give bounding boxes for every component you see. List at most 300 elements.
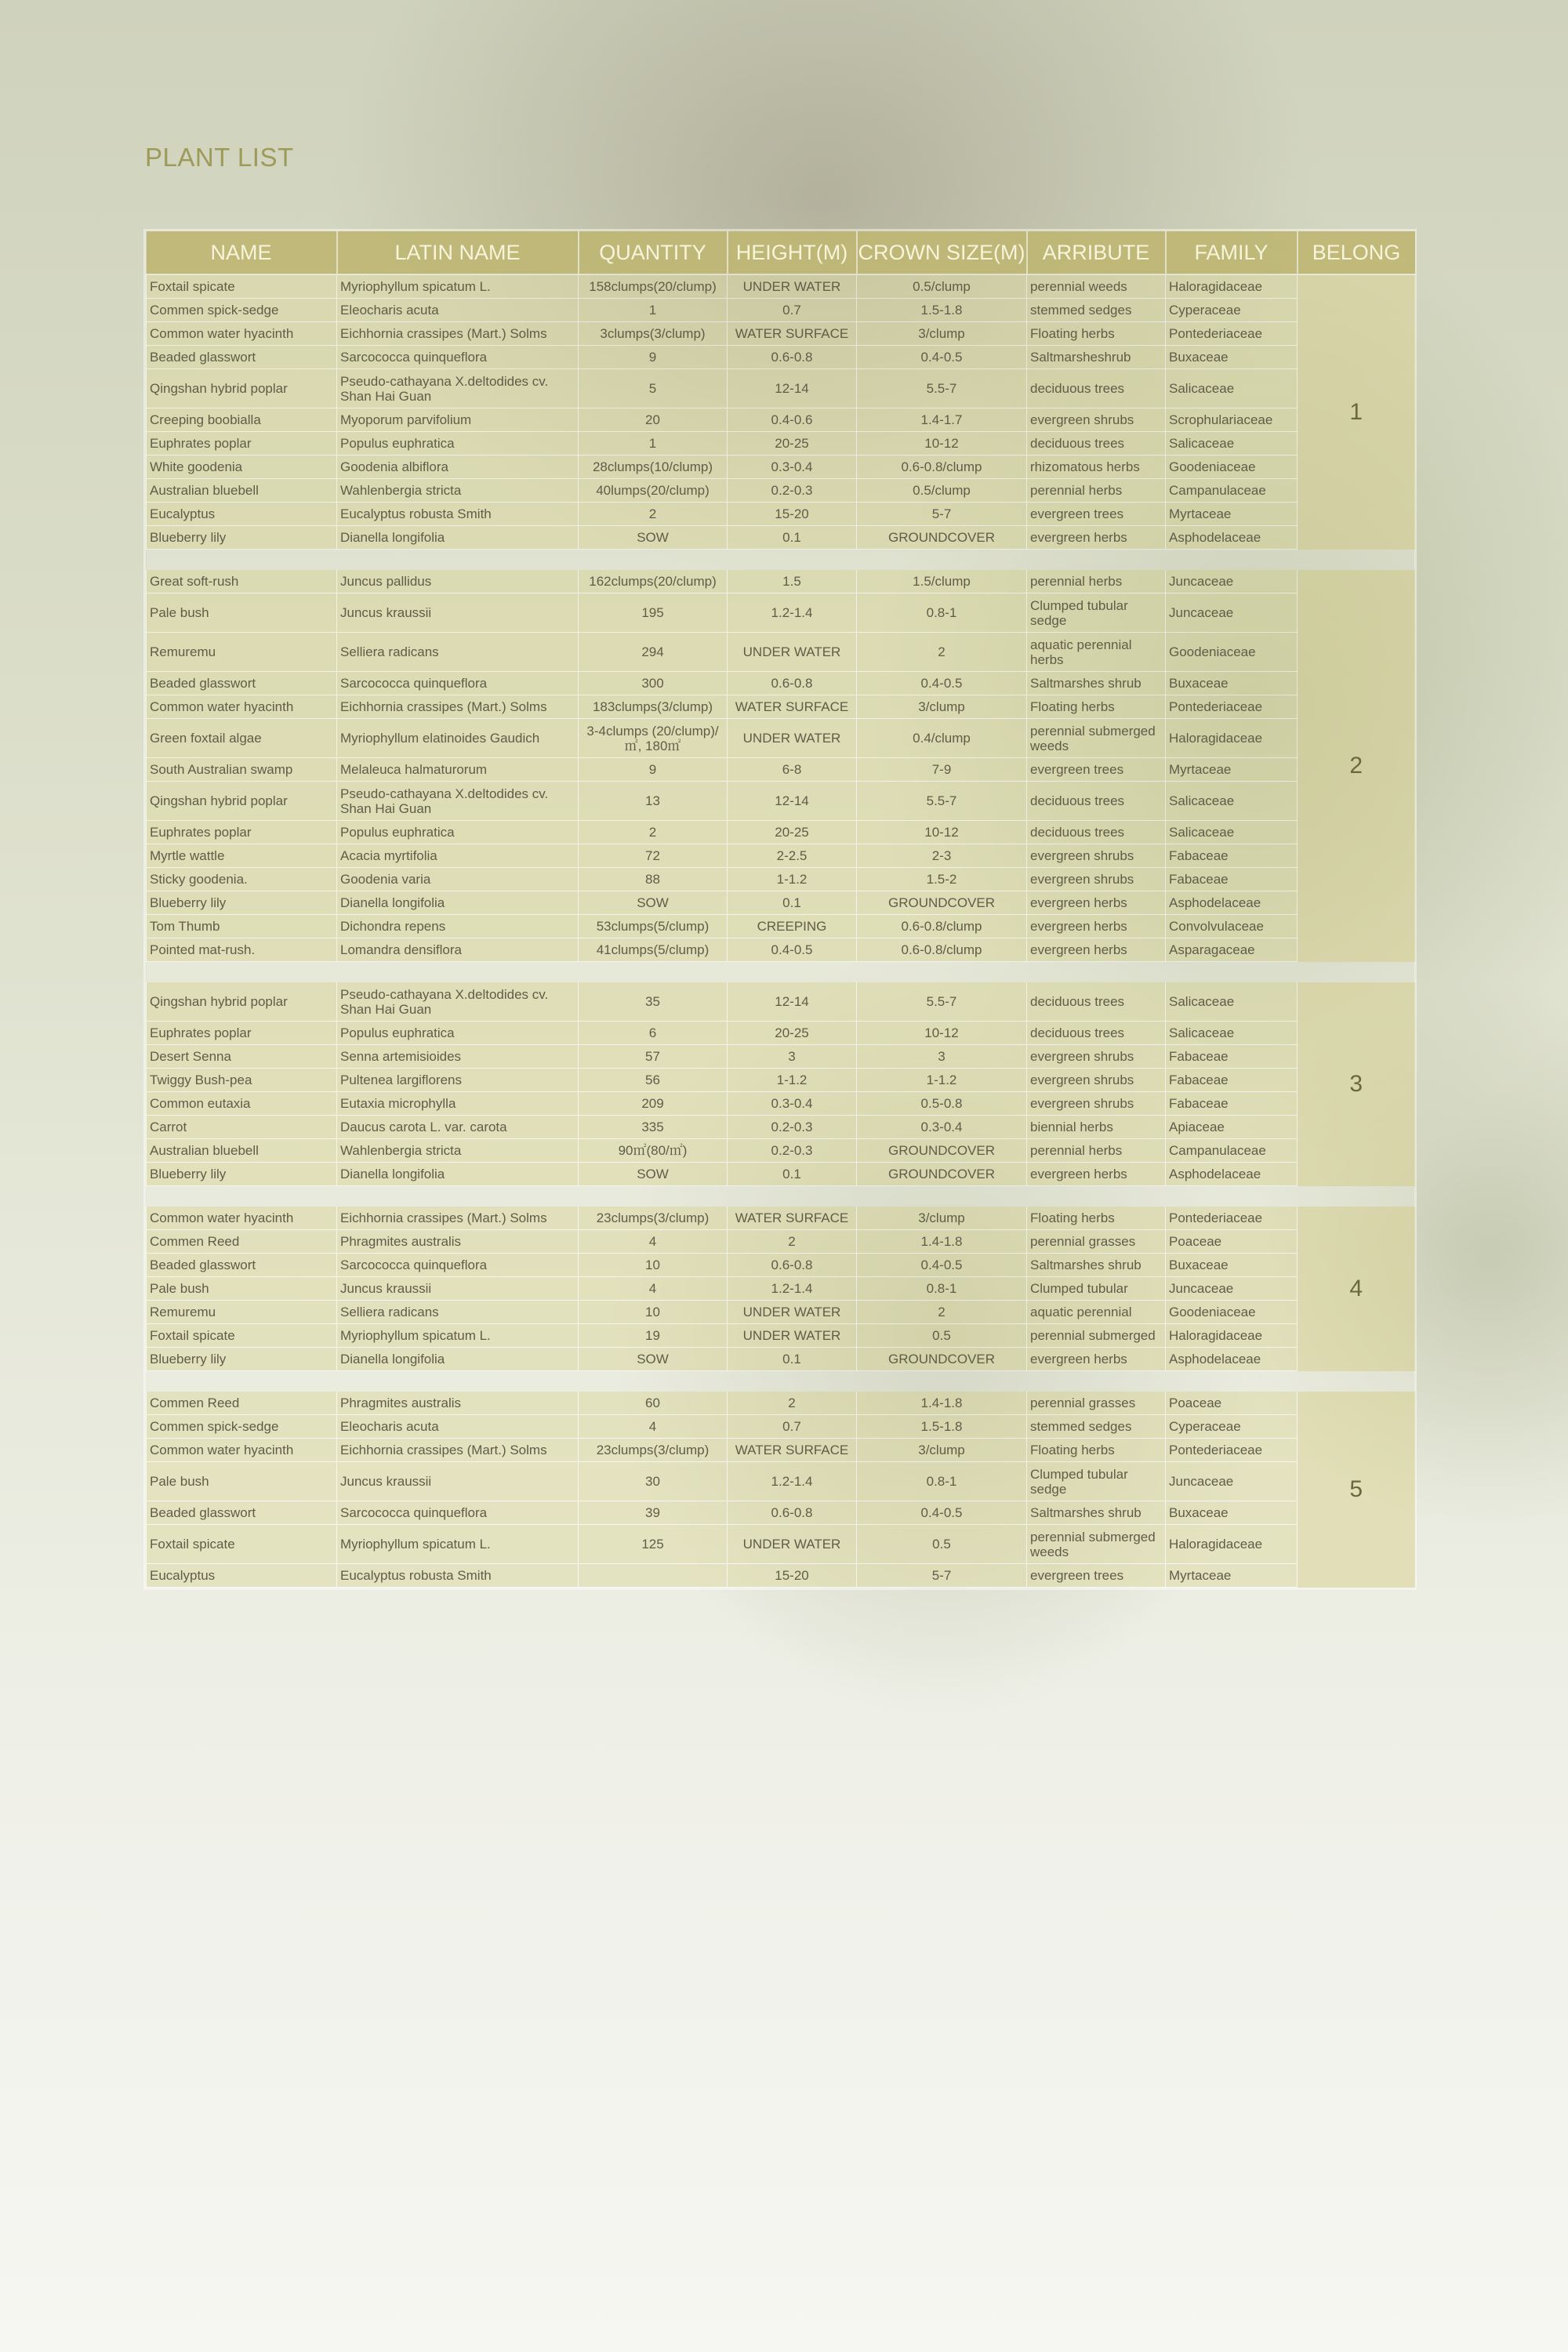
height-cell: 0.4-0.6	[728, 408, 857, 432]
height-cell: 0.6-0.8	[728, 672, 857, 695]
name-cell: Pointed mat-rush.	[147, 938, 337, 962]
table-row	[147, 1392, 1415, 1415]
attribute-cell: evergreen trees	[1027, 503, 1166, 526]
quantity-cell: 1	[579, 432, 728, 456]
latin-name-cell: Dianella longifolia	[337, 891, 579, 915]
table-row	[147, 1462, 1415, 1501]
crown-size-cell: 0.6-0.8/clump	[857, 915, 1027, 938]
height-cell: 20-25	[728, 432, 857, 456]
attribute-cell: evergreen shrubs	[1027, 1092, 1166, 1116]
column-header-attribute: ARRIBUTE	[1027, 231, 1166, 274]
latin-name-cell: Eichhornia crassipes (Mart.) Solms	[337, 1439, 579, 1462]
name-cell: Foxtail spicate	[147, 1525, 337, 1564]
name-cell: Commen spick-sedge	[147, 299, 337, 322]
belong-zone-cell: 5	[1298, 1392, 1415, 1588]
height-cell: UNDER WATER	[728, 274, 857, 299]
quantity-cell: 13	[579, 782, 728, 821]
height-cell: 0.6-0.8	[728, 346, 857, 369]
height-cell: 0.2-0.3	[728, 1139, 857, 1163]
table-row	[147, 1415, 1415, 1439]
crown-size-cell: 7-9	[857, 758, 1027, 782]
attribute-cell: deciduous trees	[1027, 782, 1166, 821]
latin-name-cell: Juncus kraussii	[337, 1277, 579, 1301]
crown-size-cell: 10-12	[857, 1022, 1027, 1045]
family-cell: Pontederiaceae	[1166, 322, 1298, 346]
latin-name-cell: Dianella longifolia	[337, 1348, 579, 1371]
attribute-cell: evergreen herbs	[1027, 915, 1166, 938]
name-cell: Blueberry lily	[147, 1348, 337, 1371]
family-cell: Asparagaceae	[1166, 938, 1298, 962]
family-cell: Pontederiaceae	[1166, 695, 1298, 719]
latin-name-cell: Goodenia varia	[337, 868, 579, 891]
group-separator-cell	[147, 1186, 1415, 1207]
attribute-cell: Saltmarsheshrub	[1027, 346, 1166, 369]
quantity-cell: SOW	[579, 1348, 728, 1371]
table-row	[147, 346, 1415, 369]
table-row	[147, 570, 1415, 593]
name-cell: Beaded glasswort	[147, 1501, 337, 1525]
name-cell: Beaded glasswort	[147, 1254, 337, 1277]
latin-name-cell: Juncus kraussii	[337, 1462, 579, 1501]
family-cell: Haloragidaceae	[1166, 1324, 1298, 1348]
height-cell: 12-14	[728, 369, 857, 408]
crown-size-cell: GROUNDCOVER	[857, 1139, 1027, 1163]
height-cell: 12-14	[728, 782, 857, 821]
crown-size-cell: 2-3	[857, 844, 1027, 868]
table-row	[147, 1525, 1415, 1564]
latin-name-cell: Melaleuca halmaturorum	[337, 758, 579, 782]
latin-name-cell: Sarcococca quinqueflora	[337, 346, 579, 369]
height-cell: 0.7	[728, 1415, 857, 1439]
table-row	[147, 758, 1415, 782]
crown-size-cell: 5.5-7	[857, 982, 1027, 1022]
name-cell: Commen Reed	[147, 1230, 337, 1254]
height-cell: UNDER WATER	[728, 1525, 857, 1564]
crown-size-cell: 0.5/clump	[857, 479, 1027, 503]
quantity-cell: 60	[579, 1392, 728, 1415]
latin-name-cell: Populus euphratica	[337, 821, 579, 844]
height-cell: 20-25	[728, 1022, 857, 1045]
family-cell: Cyperaceae	[1166, 299, 1298, 322]
quantity-cell: 39	[579, 1501, 728, 1525]
family-cell: Fabaceae	[1166, 844, 1298, 868]
table-row	[147, 695, 1415, 719]
family-cell: Fabaceae	[1166, 1092, 1298, 1116]
name-cell: Great soft-rush	[147, 570, 337, 593]
crown-size-cell: 0.6-0.8/clump	[857, 938, 1027, 962]
family-cell: Poaceae	[1166, 1392, 1298, 1415]
crown-size-cell: 0.3-0.4	[857, 1116, 1027, 1139]
quantity-cell: 2	[579, 503, 728, 526]
name-cell: Sticky goodenia.	[147, 868, 337, 891]
family-cell: Campanulaceae	[1166, 479, 1298, 503]
table-row	[147, 938, 1415, 962]
crown-size-cell: 1.4-1.7	[857, 408, 1027, 432]
belong-zone-cell: 2	[1298, 570, 1415, 962]
table-row	[147, 408, 1415, 432]
quantity-cell: 57	[579, 1045, 728, 1069]
family-cell: Campanulaceae	[1166, 1139, 1298, 1163]
quantity-cell: SOW	[579, 1163, 728, 1186]
family-cell: Salicaceae	[1166, 782, 1298, 821]
latin-name-cell: Pseudo-cathayana X.deltodides cv. Shan Hai Guan	[337, 782, 579, 821]
latin-name-cell: Pseudo-cathayana X.deltodides cv. Shan Hai Guan	[337, 982, 579, 1022]
table-row	[147, 1439, 1415, 1462]
family-cell: Buxaceae	[1166, 1254, 1298, 1277]
height-cell: 0.3-0.4	[728, 456, 857, 479]
crown-size-cell: 0.4-0.5	[857, 672, 1027, 695]
name-cell: Australian bluebell	[147, 1139, 337, 1163]
crown-size-cell: 0.4-0.5	[857, 346, 1027, 369]
attribute-cell: Saltmarshes shrub	[1027, 672, 1166, 695]
name-cell: Pale bush	[147, 1462, 337, 1501]
family-cell: Salicaceae	[1166, 369, 1298, 408]
attribute-cell: evergreen herbs	[1027, 1348, 1166, 1371]
name-cell: Australian bluebell	[147, 479, 337, 503]
quantity-cell: 19	[579, 1324, 728, 1348]
table-row	[147, 982, 1415, 1022]
quantity-cell: 4	[579, 1277, 728, 1301]
latin-name-cell: Dianella longifolia	[337, 1163, 579, 1186]
table-row	[147, 1254, 1415, 1277]
crown-size-cell: 3/clump	[857, 695, 1027, 719]
crown-size-cell: 0.6-0.8/clump	[857, 456, 1027, 479]
table-row	[147, 915, 1415, 938]
table-row	[147, 526, 1415, 550]
attribute-cell: rhizomatous herbs	[1027, 456, 1166, 479]
attribute-cell: deciduous trees	[1027, 1022, 1166, 1045]
table-row	[147, 1116, 1415, 1139]
attribute-cell: Saltmarshes shrub	[1027, 1501, 1166, 1525]
attribute-cell: evergreen shrubs	[1027, 868, 1166, 891]
name-cell: Common eutaxia	[147, 1092, 337, 1116]
latin-name-cell: Eleocharis acuta	[337, 1415, 579, 1439]
height-cell: CREEPING	[728, 915, 857, 938]
crown-size-cell: GROUNDCOVER	[857, 1163, 1027, 1186]
table-row	[147, 844, 1415, 868]
group-separator	[147, 962, 1415, 983]
family-cell: Asphodelaceae	[1166, 1163, 1298, 1186]
quantity-cell: 1	[579, 299, 728, 322]
table-row	[147, 593, 1415, 633]
attribute-cell: perennial weeds	[1027, 274, 1166, 299]
attribute-cell: perennial herbs	[1027, 570, 1166, 593]
latin-name-cell: Sarcococca quinqueflora	[337, 672, 579, 695]
table-row	[147, 1501, 1415, 1525]
quantity-cell: 41clumps(5/clump)	[579, 938, 728, 962]
attribute-cell: Clumped tubular	[1027, 1277, 1166, 1301]
latin-name-cell: Eucalyptus robusta Smith	[337, 1564, 579, 1588]
latin-name-cell: Eucalyptus robusta Smith	[337, 503, 579, 526]
quantity-cell: 10	[579, 1301, 728, 1324]
family-cell: Scrophulariaceae	[1166, 408, 1298, 432]
attribute-cell: Clumped tubular sedge	[1027, 1462, 1166, 1501]
latin-name-cell: Eichhornia crassipes (Mart.) Solms	[337, 322, 579, 346]
family-cell: Myrtaceae	[1166, 758, 1298, 782]
attribute-cell: Floating herbs	[1027, 1439, 1166, 1462]
name-cell: Remuremu	[147, 633, 337, 672]
family-cell: Fabaceae	[1166, 1069, 1298, 1092]
column-header-latin-name: LATIN NAME	[337, 231, 579, 274]
attribute-cell: Floating herbs	[1027, 1207, 1166, 1230]
attribute-cell: perennial herbs	[1027, 479, 1166, 503]
table-row	[147, 719, 1415, 758]
column-header-family: FAMILY	[1166, 231, 1298, 274]
quantity-cell: 23clumps(3/clump)	[579, 1439, 728, 1462]
column-header-crown-size: CROWN SIZE(M)	[857, 231, 1027, 274]
family-cell: Asphodelaceae	[1166, 1348, 1298, 1371]
crown-size-cell: 3/clump	[857, 1207, 1027, 1230]
crown-size-cell: 3/clump	[857, 1439, 1027, 1462]
height-cell: 1-1.2	[728, 868, 857, 891]
quantity-cell: 6	[579, 1022, 728, 1045]
crown-size-cell: 5.5-7	[857, 782, 1027, 821]
crown-size-cell: 0.8-1	[857, 1462, 1027, 1501]
quantity-cell: 9	[579, 346, 728, 369]
quantity-cell: 335	[579, 1116, 728, 1139]
belong-zone-cell: 1	[1298, 274, 1415, 550]
name-cell: Tom Thumb	[147, 915, 337, 938]
group-separator-cell	[147, 1371, 1415, 1392]
table-row	[147, 1045, 1415, 1069]
table-row	[147, 672, 1415, 695]
crown-size-cell: 1.5/clump	[857, 570, 1027, 593]
name-cell: Desert Senna	[147, 1045, 337, 1069]
height-cell: 1.2-1.4	[728, 1462, 857, 1501]
height-cell: 2	[728, 1230, 857, 1254]
attribute-cell: deciduous trees	[1027, 982, 1166, 1022]
name-cell: Euphrates poplar	[147, 821, 337, 844]
attribute-cell: evergreen herbs	[1027, 526, 1166, 550]
latin-name-cell: Phragmites australis	[337, 1392, 579, 1415]
family-cell: Asphodelaceae	[1166, 891, 1298, 915]
family-cell: Fabaceae	[1166, 1045, 1298, 1069]
family-cell: Myrtaceae	[1166, 1564, 1298, 1588]
quantity-cell: 53clumps(5/clump)	[579, 915, 728, 938]
crown-size-cell: 0.8-1	[857, 1277, 1027, 1301]
height-cell: WATER SURFACE	[728, 1439, 857, 1462]
quantity-cell: 2	[579, 821, 728, 844]
latin-name-cell: Lomandra densiflora	[337, 938, 579, 962]
height-cell: 1.5	[728, 570, 857, 593]
attribute-cell: stemmed sedges	[1027, 1415, 1166, 1439]
table-row	[147, 782, 1415, 821]
attribute-cell: evergreen trees	[1027, 758, 1166, 782]
crown-size-cell: 3/clump	[857, 322, 1027, 346]
table-row	[147, 1207, 1415, 1230]
latin-name-cell: Dianella longifolia	[337, 526, 579, 550]
height-cell: WATER SURFACE	[728, 695, 857, 719]
latin-name-cell: Eutaxia microphylla	[337, 1092, 579, 1116]
crown-size-cell: 1.5-1.8	[857, 1415, 1027, 1439]
quantity-cell: 30	[579, 1462, 728, 1501]
latin-name-cell: Eichhornia crassipes (Mart.) Solms	[337, 695, 579, 719]
height-cell: 0.7	[728, 299, 857, 322]
quantity-cell: 10	[579, 1254, 728, 1277]
name-cell: Pale bush	[147, 593, 337, 633]
table-row	[147, 299, 1415, 322]
height-cell: 15-20	[728, 1564, 857, 1588]
table-row	[147, 1092, 1415, 1116]
column-header-height: HEIGHT(M)	[728, 231, 857, 274]
name-cell: Myrtle wattle	[147, 844, 337, 868]
height-cell: 0.6-0.8	[728, 1254, 857, 1277]
group-separator-cell	[147, 550, 1415, 571]
quantity-cell: 90㎡(80/㎡)	[579, 1139, 728, 1163]
table-row	[147, 503, 1415, 526]
height-cell: 6-8	[728, 758, 857, 782]
table-row	[147, 1163, 1415, 1186]
latin-name-cell: Sarcococca quinqueflora	[337, 1254, 579, 1277]
name-cell: White goodenia	[147, 456, 337, 479]
quantity-cell: 3-4clumps (20/clump)/㎡, 180㎡	[579, 719, 728, 758]
column-header-quantity: QUANTITY	[579, 231, 728, 274]
quantity-cell: SOW	[579, 891, 728, 915]
group-separator	[147, 550, 1415, 571]
name-cell: Twiggy Bush-pea	[147, 1069, 337, 1092]
attribute-cell: Floating herbs	[1027, 695, 1166, 719]
height-cell: 12-14	[728, 982, 857, 1022]
name-cell: Eucalyptus	[147, 503, 337, 526]
height-cell: 0.1	[728, 891, 857, 915]
quantity-cell: 4	[579, 1415, 728, 1439]
family-cell: Goodeniaceae	[1166, 633, 1298, 672]
family-cell: Juncaceae	[1166, 1462, 1298, 1501]
page-title: PLANT LIST	[145, 143, 294, 172]
attribute-cell: biennial herbs	[1027, 1116, 1166, 1139]
table-body	[147, 274, 1415, 1588]
table-row	[147, 1069, 1415, 1092]
attribute-cell: perennial grasses	[1027, 1230, 1166, 1254]
height-cell: 3	[728, 1045, 857, 1069]
family-cell: Convolvulaceae	[1166, 915, 1298, 938]
latin-name-cell: Wahlenbergia stricta	[337, 1139, 579, 1163]
quantity-cell: 72	[579, 844, 728, 868]
family-cell: Poaceae	[1166, 1230, 1298, 1254]
name-cell: Common water hyacinth	[147, 695, 337, 719]
quantity-cell: 3clumps(3/clump)	[579, 322, 728, 346]
height-cell: UNDER WATER	[728, 633, 857, 672]
family-cell: Apiaceae	[1166, 1116, 1298, 1139]
name-cell: Pale bush	[147, 1277, 337, 1301]
height-cell: 0.1	[728, 1348, 857, 1371]
latin-name-cell: Myriophyllum spicatum L.	[337, 1324, 579, 1348]
table-row	[147, 1022, 1415, 1045]
crown-size-cell: 10-12	[857, 432, 1027, 456]
attribute-cell: aquatic perennial	[1027, 1301, 1166, 1324]
table-row	[147, 479, 1415, 503]
family-cell: Juncaceae	[1166, 1277, 1298, 1301]
height-cell: 0.1	[728, 526, 857, 550]
latin-name-cell: Acacia myrtifolia	[337, 844, 579, 868]
family-cell: Myrtaceae	[1166, 503, 1298, 526]
attribute-cell: evergreen shrubs	[1027, 844, 1166, 868]
quantity-cell: SOW	[579, 526, 728, 550]
latin-name-cell: Daucus carota L. var. carota	[337, 1116, 579, 1139]
family-cell: Juncaceae	[1166, 593, 1298, 633]
attribute-cell: deciduous trees	[1027, 821, 1166, 844]
height-cell: 0.1	[728, 1163, 857, 1186]
crown-size-cell: 0.4-0.5	[857, 1254, 1027, 1277]
crown-size-cell: 5-7	[857, 503, 1027, 526]
attribute-cell: evergreen shrubs	[1027, 1045, 1166, 1069]
latin-name-cell: Goodenia albiflora	[337, 456, 579, 479]
height-cell: 0.6-0.8	[728, 1501, 857, 1525]
latin-name-cell: Selliera radicans	[337, 633, 579, 672]
latin-name-cell: Juncus kraussii	[337, 593, 579, 633]
attribute-cell: Floating herbs	[1027, 322, 1166, 346]
crown-size-cell: 0.8-1	[857, 593, 1027, 633]
attribute-cell: aquatic perennial herbs	[1027, 633, 1166, 672]
attribute-cell: perennial herbs	[1027, 1139, 1166, 1163]
name-cell: Qingshan hybrid poplar	[147, 982, 337, 1022]
name-cell: Common water hyacinth	[147, 1439, 337, 1462]
family-cell: Buxaceae	[1166, 1501, 1298, 1525]
name-cell: Foxtail spicate	[147, 274, 337, 299]
family-cell: Pontederiaceae	[1166, 1207, 1298, 1230]
latin-name-cell: Pseudo-cathayana X.deltodides cv. Shan Hai Guan	[337, 369, 579, 408]
crown-size-cell: 1.5-2	[857, 868, 1027, 891]
family-cell: Haloragidaceae	[1166, 274, 1298, 299]
belong-zone-cell: 3	[1298, 982, 1415, 1186]
name-cell: Green foxtail algae	[147, 719, 337, 758]
name-cell: Blueberry lily	[147, 526, 337, 550]
latin-name-cell: Myriophyllum spicatum L.	[337, 1525, 579, 1564]
table-row	[147, 1564, 1415, 1588]
family-cell: Salicaceae	[1166, 1022, 1298, 1045]
attribute-cell: evergreen herbs	[1027, 1163, 1166, 1186]
table-row	[147, 1277, 1415, 1301]
crown-size-cell: 0.5/clump	[857, 274, 1027, 299]
crown-size-cell: 1-1.2	[857, 1069, 1027, 1092]
crown-size-cell: 2	[857, 1301, 1027, 1324]
crown-size-cell: 5.5-7	[857, 369, 1027, 408]
crown-size-cell: 1.4-1.8	[857, 1392, 1027, 1415]
height-cell: 0.2-0.3	[728, 1116, 857, 1139]
name-cell: Euphrates poplar	[147, 432, 337, 456]
latin-name-cell: Wahlenbergia stricta	[337, 479, 579, 503]
name-cell: Qingshan hybrid poplar	[147, 782, 337, 821]
table-row	[147, 322, 1415, 346]
table-row	[147, 633, 1415, 672]
column-header-belong: BELONG	[1298, 231, 1415, 274]
height-cell: 15-20	[728, 503, 857, 526]
attribute-cell: deciduous trees	[1027, 432, 1166, 456]
latin-name-cell: Pultenea largiflorens	[337, 1069, 579, 1092]
quantity-cell: 125	[579, 1525, 728, 1564]
crown-size-cell: GROUNDCOVER	[857, 526, 1027, 550]
family-cell: Asphodelaceae	[1166, 526, 1298, 550]
name-cell: Eucalyptus	[147, 1564, 337, 1588]
table-row	[147, 821, 1415, 844]
family-cell: Buxaceae	[1166, 346, 1298, 369]
attribute-cell: evergreen herbs	[1027, 891, 1166, 915]
belong-zone-cell: 4	[1298, 1207, 1415, 1371]
quantity-cell: 294	[579, 633, 728, 672]
latin-name-cell: Myoporum parvifolium	[337, 408, 579, 432]
height-cell: 0.3-0.4	[728, 1092, 857, 1116]
name-cell: Beaded glasswort	[147, 672, 337, 695]
family-cell: Cyperaceae	[1166, 1415, 1298, 1439]
group-separator-cell	[147, 962, 1415, 983]
crown-size-cell: 0.4/clump	[857, 719, 1027, 758]
quantity-cell: 183clumps(3/clump)	[579, 695, 728, 719]
family-cell: Salicaceae	[1166, 432, 1298, 456]
crown-size-cell: 10-12	[857, 821, 1027, 844]
family-cell: Goodeniaceae	[1166, 1301, 1298, 1324]
latin-name-cell: Selliera radicans	[337, 1301, 579, 1324]
height-cell: UNDER WATER	[728, 1324, 857, 1348]
